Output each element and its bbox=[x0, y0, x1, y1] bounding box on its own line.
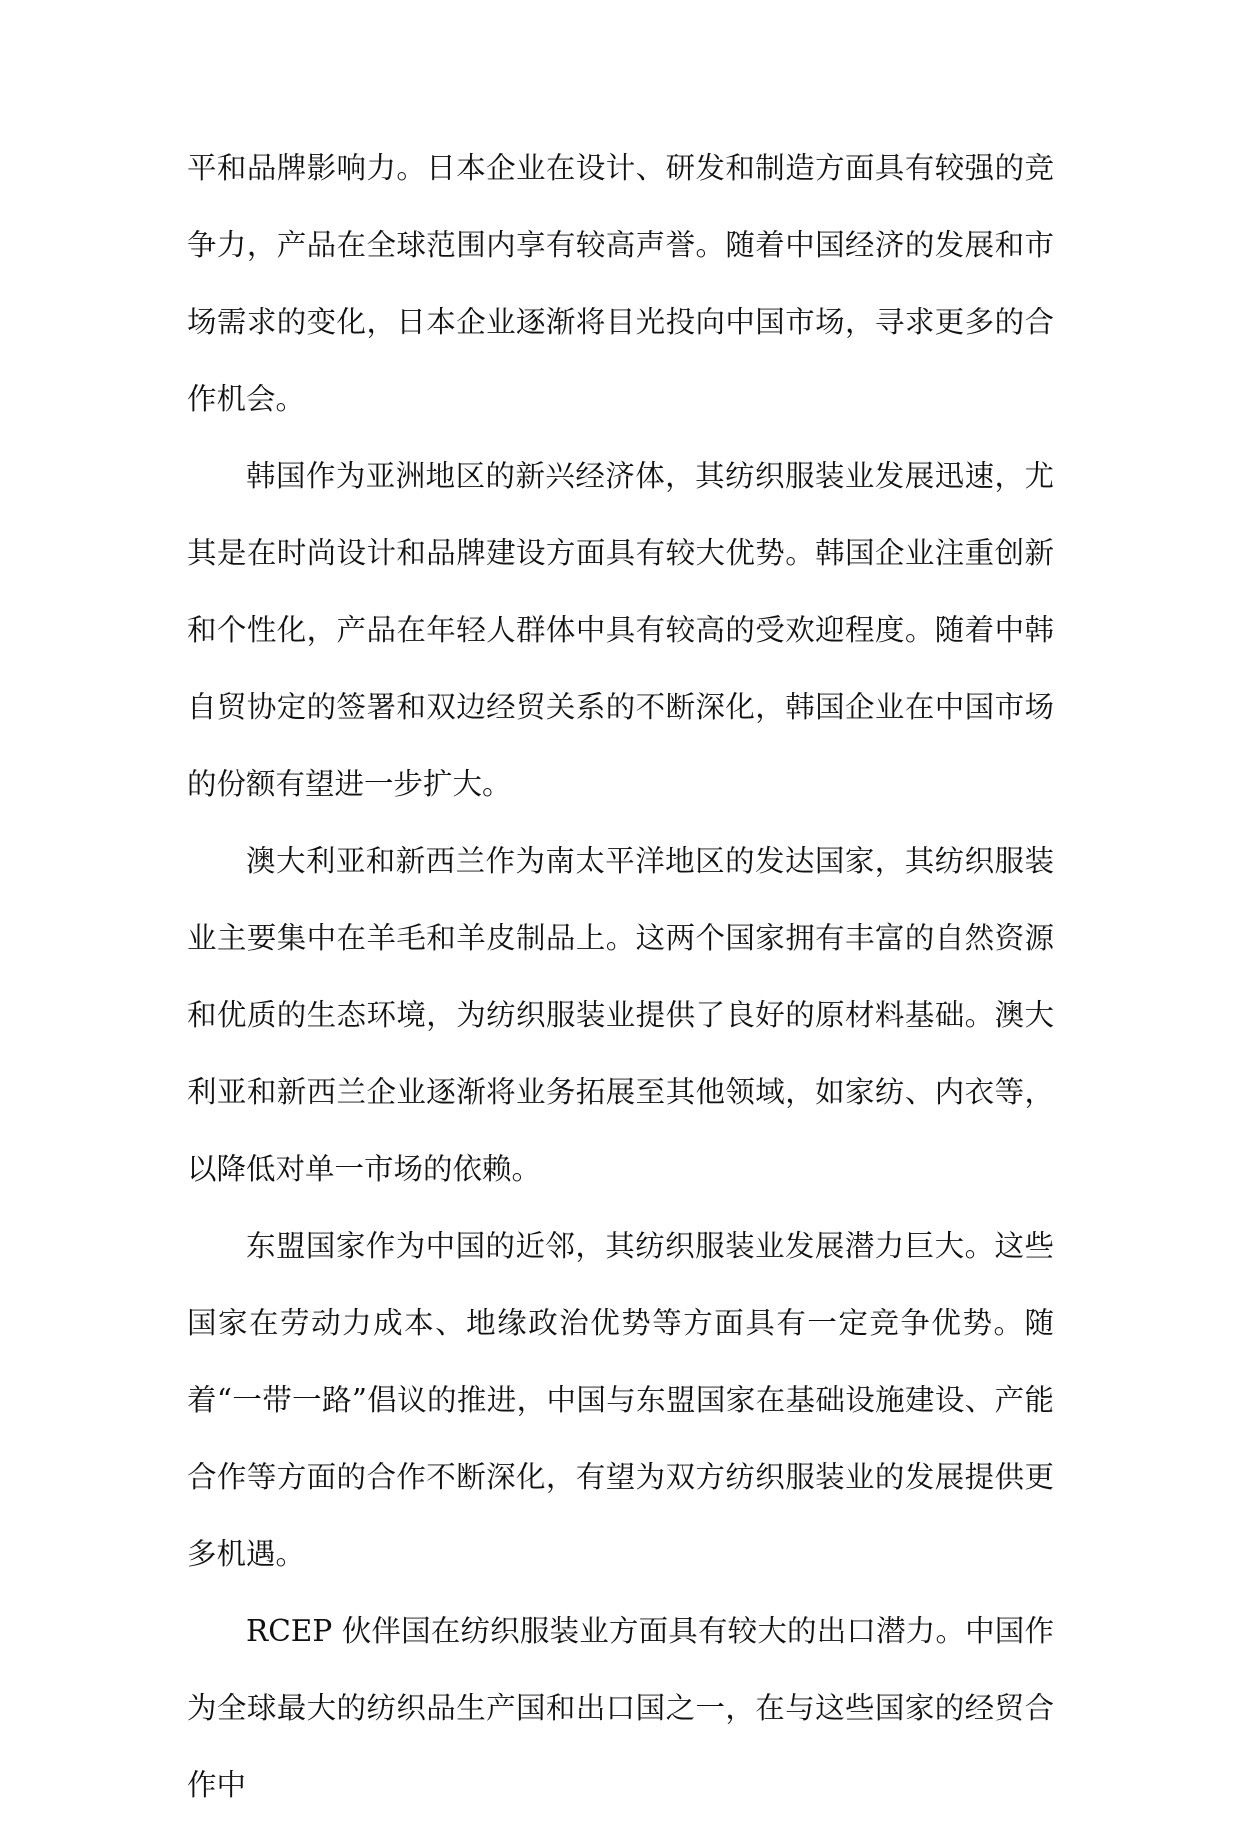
paragraph-korea: 韩国作为亚洲地区的新兴经济体，其纺织服装业发展迅速，尤其是在时尚设计和品牌建设方面具有较大优势。韩国企业注重创新和个性化，产品在年轻人群体中具有较高的受欢迎程度。随着中韩自贸协定的签署和双边经贸关系的不断深化，韩国企业在中国市场的份额有望进一步扩大。 bbox=[187, 459, 1054, 801]
document-body bbox=[187, 130, 1054, 1824]
paragraph-rcep: RCEP 伙伴国在纺织服装业方面具有较大的出口潜力。中国作为全球最大的纺织品生产国和出口国之一，在与这些国家的经贸合作中 bbox=[187, 1614, 1054, 1802]
paragraph-japan-continued: 平和品牌影响力。日本企业在设计、研发和制造方面具有较强的竞争力，产品在全球范围内享有较高声誉。随着中国经济的发展和市场需求的变化，日本企业逐渐将目光投向中国市场，寻求更多的合作机会。 bbox=[187, 151, 1054, 416]
paragraph-australia-newzealand: 澳大利亚和新西兰作为南太平洋地区的发达国家，其纺织服装业主要集中在羊毛和羊皮制品上。这两个国家拥有丰富的自然资源和优质的生态环境，为纺织服装业提供了良好的原材料基础。澳大利亚和新西兰企业逐渐将业务拓展至其他领域，如家纺、内衣等，以降低对单一市场的依赖。 bbox=[187, 844, 1054, 1186]
paragraph-asean: 东盟国家作为中国的近邻，其纺织服装业发展潜力巨大。这些国家在劳动力成本、地缘政治优势等方面具有一定竞争优势。随着“一带一路”倡议的推进，中国与东盟国家在基础设施建设、产能合作等方面的合作不断深化，有望为双方纺织服装业的发展提供更多机遇。 bbox=[187, 1229, 1054, 1571]
